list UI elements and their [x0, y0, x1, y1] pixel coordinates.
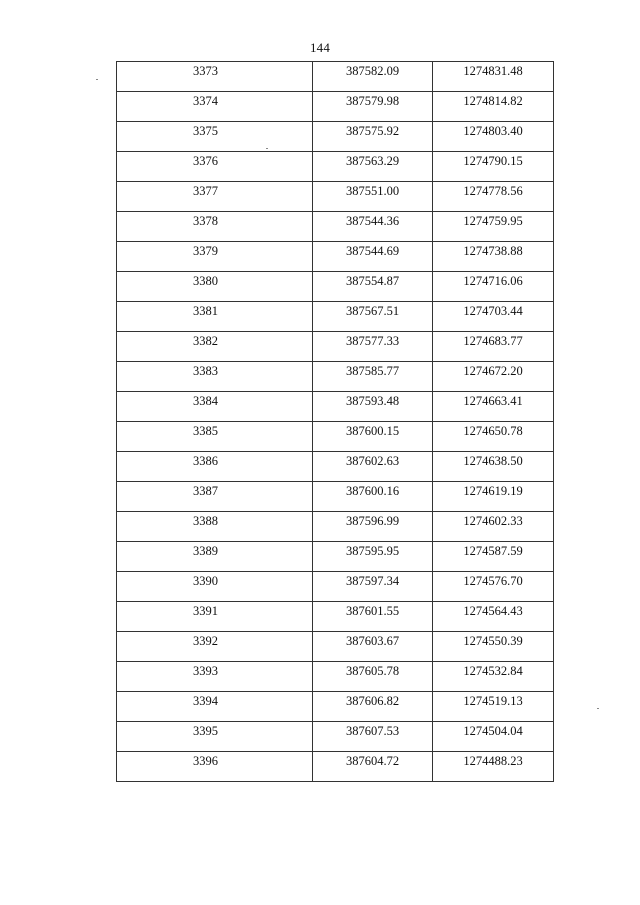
x-coordinate-cell: 387577.33 [313, 332, 433, 362]
x-coordinate-cell: 387585.77 [313, 362, 433, 392]
y-coordinate-cell: 1274703.44 [433, 302, 554, 332]
table-row [117, 542, 554, 572]
table-row [117, 332, 554, 362]
x-coordinate-cell: 387551.00 [313, 182, 433, 212]
y-coordinate-cell: 1274587.59 [433, 542, 554, 572]
x-coordinate-cell: 387602.63 [313, 452, 433, 482]
point-number-cell: 3391 [117, 602, 313, 632]
point-number-cell: 3384 [117, 392, 313, 422]
x-coordinate-cell: 387567.51 [313, 302, 433, 332]
table-row [117, 302, 554, 332]
y-coordinate-cell: 1274504.04 [433, 722, 554, 752]
x-coordinate-cell: 387604.72 [313, 752, 433, 782]
y-coordinate-cell: 1274564.43 [433, 602, 554, 632]
table-row [117, 692, 554, 722]
table-row [117, 512, 554, 542]
x-coordinate-cell: 387600.15 [313, 422, 433, 452]
point-number-cell: 3382 [117, 332, 313, 362]
x-coordinate-cell: 387544.36 [313, 212, 433, 242]
y-coordinate-cell: 1274803.40 [433, 122, 554, 152]
x-coordinate-cell: 387606.82 [313, 692, 433, 722]
y-coordinate-cell: 1274759.95 [433, 212, 554, 242]
point-number-cell: 3390 [117, 572, 313, 602]
x-coordinate-cell: 387575.92 [313, 122, 433, 152]
point-number-cell: 3381 [117, 302, 313, 332]
y-coordinate-cell: 1274831.48 [433, 62, 554, 92]
table-row [117, 602, 554, 632]
page-number: 144 [309, 40, 331, 55]
x-coordinate-cell: 387593.48 [313, 392, 433, 422]
y-coordinate-cell: 1274519.13 [433, 692, 554, 722]
table-row [117, 272, 554, 302]
point-number-cell: 3387 [117, 482, 313, 512]
point-number-cell: 3395 [117, 722, 313, 752]
table-row [117, 62, 554, 92]
x-coordinate-cell: 387595.95 [313, 542, 433, 572]
point-number-cell: 3385 [117, 422, 313, 452]
point-number-cell: 3378 [117, 212, 313, 242]
y-coordinate-cell: 1274576.70 [433, 572, 554, 602]
y-coordinate-cell: 1274738.88 [433, 242, 554, 272]
y-coordinate-cell: 1274716.06 [433, 272, 554, 302]
scan-speck [597, 708, 599, 709]
table-row [117, 212, 554, 242]
table-row [117, 422, 554, 452]
table-row [117, 632, 554, 662]
point-number-cell: 3376 [117, 152, 313, 182]
table-row [117, 572, 554, 602]
point-number-cell: 3388 [117, 512, 313, 542]
y-coordinate-cell: 1274619.19 [433, 482, 554, 512]
x-coordinate-cell: 387579.98 [313, 92, 433, 122]
scan-speck [96, 79, 98, 80]
table-row [117, 722, 554, 752]
x-coordinate-cell: 387582.09 [313, 62, 433, 92]
y-coordinate-cell: 1274602.33 [433, 512, 554, 542]
x-coordinate-cell: 387596.99 [313, 512, 433, 542]
y-coordinate-cell: 1274683.77 [433, 332, 554, 362]
x-coordinate-cell: 387554.87 [313, 272, 433, 302]
y-coordinate-cell: 1274790.15 [433, 152, 554, 182]
table-row [117, 242, 554, 272]
point-number-cell: 3383 [117, 362, 313, 392]
x-coordinate-cell: 387607.53 [313, 722, 433, 752]
point-number-cell: 3393 [117, 662, 313, 692]
point-number-cell: 3389 [117, 542, 313, 572]
x-coordinate-cell: 387603.67 [313, 632, 433, 662]
y-coordinate-cell: 1274638.50 [433, 452, 554, 482]
y-coordinate-cell: 1274550.39 [433, 632, 554, 662]
y-coordinate-cell: 1274778.56 [433, 182, 554, 212]
point-number-cell: 3394 [117, 692, 313, 722]
x-coordinate-cell: 387600.16 [313, 482, 433, 512]
table-row [117, 122, 554, 152]
x-coordinate-cell: 387601.55 [313, 602, 433, 632]
y-coordinate-cell: 1274663.41 [433, 392, 554, 422]
point-number-cell: 3380 [117, 272, 313, 302]
point-number-cell: 3374 [117, 92, 313, 122]
table-row [117, 662, 554, 692]
x-coordinate-cell: 387563.29 [313, 152, 433, 182]
x-coordinate-cell: 387605.78 [313, 662, 433, 692]
x-coordinate-cell: 387544.69 [313, 242, 433, 272]
coordinates-table-body [117, 62, 554, 782]
point-number-cell: 3386 [117, 452, 313, 482]
y-coordinate-cell: 1274814.82 [433, 92, 554, 122]
table-row [117, 452, 554, 482]
point-number-cell: 3377 [117, 182, 313, 212]
y-coordinate-cell: 1274672.20 [433, 362, 554, 392]
table-row [117, 482, 554, 512]
point-number-cell: 3375 [117, 122, 313, 152]
coordinates-table [116, 61, 554, 782]
table-row [117, 152, 554, 182]
table-row [117, 752, 554, 782]
y-coordinate-cell: 1274488.23 [433, 752, 554, 782]
table-row [117, 182, 554, 212]
table-row [117, 362, 554, 392]
x-coordinate-cell: 387597.34 [313, 572, 433, 602]
point-number-cell: 3396 [117, 752, 313, 782]
point-number-cell: 3373 [117, 62, 313, 92]
table-row [117, 392, 554, 422]
y-coordinate-cell: 1274650.78 [433, 422, 554, 452]
table-row [117, 92, 554, 122]
y-coordinate-cell: 1274532.84 [433, 662, 554, 692]
point-number-cell: 3392 [117, 632, 313, 662]
point-number-cell: 3379 [117, 242, 313, 272]
